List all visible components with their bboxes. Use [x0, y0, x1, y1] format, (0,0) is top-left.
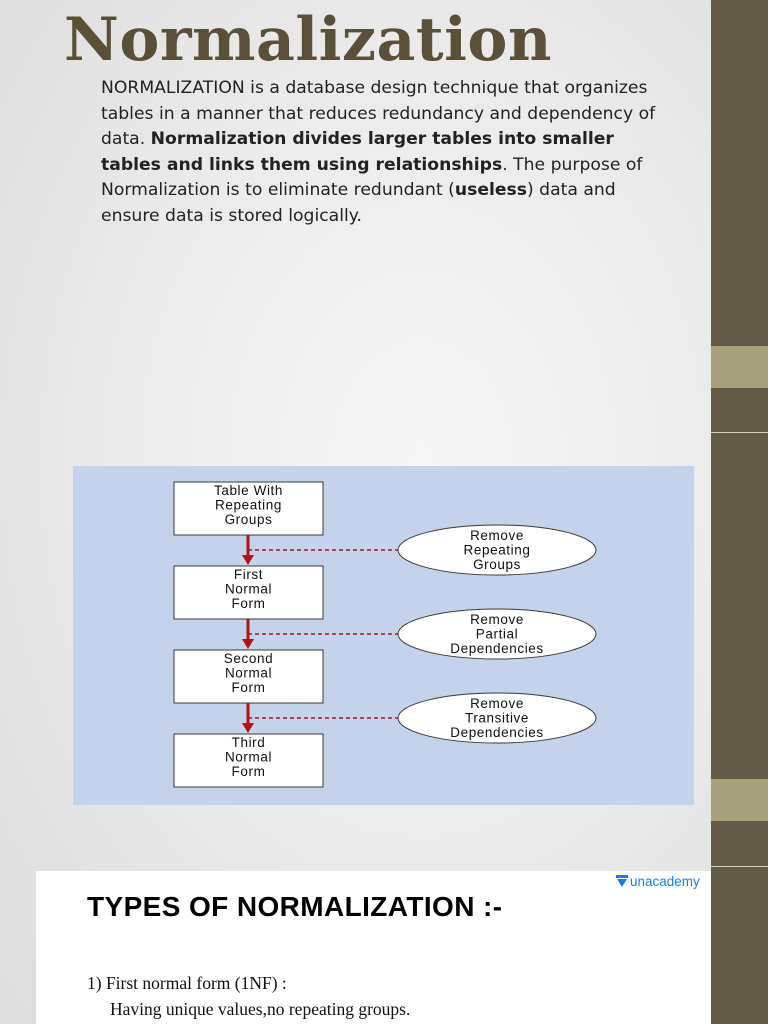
flow-diagram-svg: [73, 466, 694, 805]
brand-name: unacademy: [630, 874, 700, 889]
step-label: Normal: [224, 749, 273, 765]
action-label: Partial: [475, 626, 519, 642]
step-label: Form: [231, 679, 266, 695]
intro-emphasis: Normalization divides larger tables into smaller tables and links them using relationships: [101, 129, 614, 175]
intro-text: . The purpose of Normalization is to eliminate redundant (: [101, 154, 643, 200]
types-heading: TYPES OF NORMALIZATION :-: [87, 891, 503, 922]
step-label: Groups: [224, 511, 273, 527]
step-label: Form: [231, 595, 266, 611]
accent-band: [711, 779, 768, 821]
action-label: Dependencies: [450, 724, 544, 740]
flow-arrowhead: [242, 723, 254, 733]
right-accent-bar: [711, 0, 768, 1024]
brand-logo: [616, 874, 700, 889]
flow-arrowhead: [242, 639, 254, 649]
action-label: Remove: [470, 696, 524, 711]
intro-text: ) data and ensure data is stored logically.: [101, 180, 616, 226]
step-label: Third: [231, 735, 266, 750]
action-label: Remove: [470, 612, 524, 627]
intro-paragraph: [101, 76, 661, 229]
accent-band: [711, 346, 768, 388]
action-label: Groups: [473, 556, 521, 572]
types-of-normalization-panel: [36, 871, 711, 1024]
first-normal-form-title: 1) First normal form (1NF) :: [87, 973, 287, 993]
step-label: Form: [231, 763, 266, 779]
action-label: Repeating: [463, 542, 531, 558]
accent-divider: [711, 866, 768, 867]
flow-arrowhead: [242, 555, 254, 565]
action-label: Remove: [470, 528, 524, 543]
step-label: Second: [223, 651, 274, 666]
normalization-flow-diagram: [73, 466, 694, 805]
step-label: Repeating: [215, 497, 282, 513]
first-normal-form-description: Having unique values,no repeating groups.: [110, 999, 411, 1019]
step-label: Normal: [224, 665, 273, 681]
intro-emphasis: useless: [454, 180, 528, 200]
accent-divider: [711, 432, 768, 433]
step-label: Normal: [224, 581, 273, 597]
step-label: Table With: [213, 483, 284, 498]
graduation-cap-icon: [616, 875, 628, 888]
step-label: First: [233, 567, 264, 582]
action-label: Transitive: [464, 710, 530, 726]
action-label: Dependencies: [450, 640, 544, 656]
slide-title: Normalization: [64, 5, 553, 75]
intro-text: NORMALIZATION is a database design technique that organizes tables in a manner that reduces redundancy and dependency of data.: [101, 78, 656, 149]
